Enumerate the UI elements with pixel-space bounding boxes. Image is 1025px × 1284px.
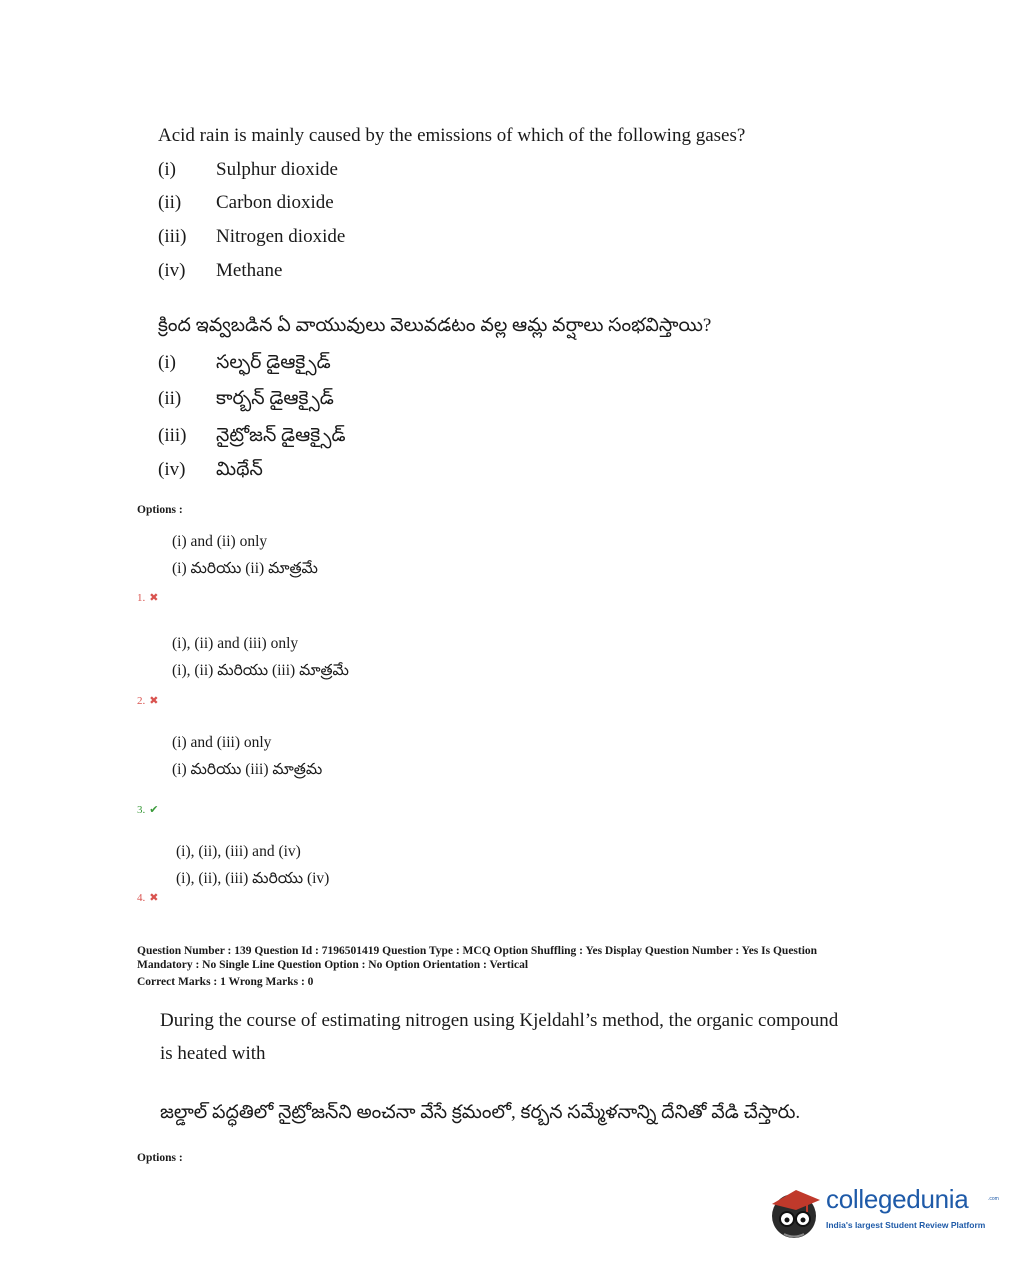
question-meta-line-2: Mandatory : No Single Line Question Option : No Option Orientation : Vertical <box>137 959 529 971</box>
option-3-marker[interactable] <box>137 803 158 816</box>
option-2-text-te[interactable]: (i), (ii) మరియు (iii) మాత్రమే <box>172 662 349 679</box>
q2-stem-te: జల్డాల్ పద్ధతిలో నైట్రోజన్‌ని అంచనా వేసే క్రమంలో, కర్బన సమ్మేళనాన్ని దేనితో వేడి చేస్తారు. <box>160 1102 801 1123</box>
q1-item-en-text: Sulphur dioxide <box>216 159 338 180</box>
option-1-marker[interactable] <box>137 591 158 604</box>
q1-item-te-num: (iii) <box>158 425 187 446</box>
q1-item-en-text: Carbon dioxide <box>216 192 334 213</box>
q1-options-label: Options : <box>137 504 183 516</box>
question-meta-line-3: Correct Marks : 1 Wrong Marks : 0 <box>137 976 314 988</box>
check-icon: ✔ <box>149 803 159 816</box>
logo-mascot-icon <box>766 1176 826 1248</box>
option-3-text-te[interactable]: (i) మరియు (iii) మాత్రమ <box>172 761 323 778</box>
option-3-text-en[interactable]: (i) and (iii) only <box>172 734 272 751</box>
collegedunia-logo <box>766 1176 999 1248</box>
q1-item-te-text: కార్బన్ డైఆక్సైడ్ <box>216 388 334 409</box>
q2-stem-en-line-1: During the course of estimating nitrogen using Kjeldahl’s method, the organic compound <box>160 1010 839 1031</box>
q1-item-te-text: సల్ఫర్ డైఆక్సైడ్ <box>216 352 331 373</box>
option-1-text-te[interactable]: (i) మరియు (ii) మాత్రమే <box>172 560 318 577</box>
q1-item-en-text: Nitrogen dioxide <box>216 226 346 247</box>
q1-item-te-text: మిథేన్ <box>216 459 263 480</box>
q1-item-te-text: నైట్రోజన్ డైఆక్సైడ్ <box>216 425 346 446</box>
wrong-icon: ✖ <box>149 694 159 707</box>
logo-tagline: India's largest Student Review Platform <box>826 1220 986 1230</box>
option-2-text-en[interactable]: (i), (ii) and (iii) only <box>172 635 299 652</box>
option-4-number: 4. <box>137 892 146 904</box>
option-2-number: 2. <box>137 695 146 707</box>
option-3-number: 3. <box>137 804 146 816</box>
q1-item-en-num: (i) <box>158 159 176 180</box>
q1-item-en-num: (iv) <box>158 260 186 281</box>
wrong-icon: ✖ <box>149 591 159 604</box>
q1-item-te-num: (ii) <box>158 388 182 409</box>
q1-stem-te: క్రింద ఇవ్వబడిన ఏ వాయువులు వెలువడటం వల్ల ఆమ్ల వర్షాలు సంభవిస్తాయి? <box>158 315 712 336</box>
wrong-icon: ✖ <box>149 891 159 904</box>
option-4-marker[interactable] <box>137 891 158 904</box>
question-meta-line-1: Question Number : 139 Question Id : 7196501419 Question Type : MCQ Option Shuffling : Yes Display Question Number : Yes Is Question <box>137 945 818 957</box>
q1-item-te-num: (iv) <box>158 459 186 480</box>
logo-domain: .com <box>988 1196 999 1202</box>
q1-stem-en: Acid rain is mainly caused by the emissions of which of the following gases? <box>158 125 746 146</box>
q1-item-te-num: (i) <box>158 352 176 373</box>
option-2-marker[interactable] <box>137 694 158 707</box>
q1-item-en-num: (ii) <box>158 192 182 213</box>
option-1-text-en[interactable]: (i) and (ii) only <box>172 533 268 550</box>
q2-stem-en-line-2: is heated with <box>160 1043 266 1064</box>
option-4-text-te[interactable]: (i), (ii), (iii) మరియు (iv) <box>176 870 330 887</box>
logo-wordmark: collegedunia <box>826 1184 969 1214</box>
q1-item-en-num: (iii) <box>158 226 187 247</box>
option-4-text-en[interactable]: (i), (ii), (iii) and (iv) <box>176 843 301 860</box>
q2-options-label: Options : <box>137 1152 183 1164</box>
option-1-number: 1. <box>137 592 146 604</box>
q1-item-en-text: Methane <box>216 260 283 281</box>
